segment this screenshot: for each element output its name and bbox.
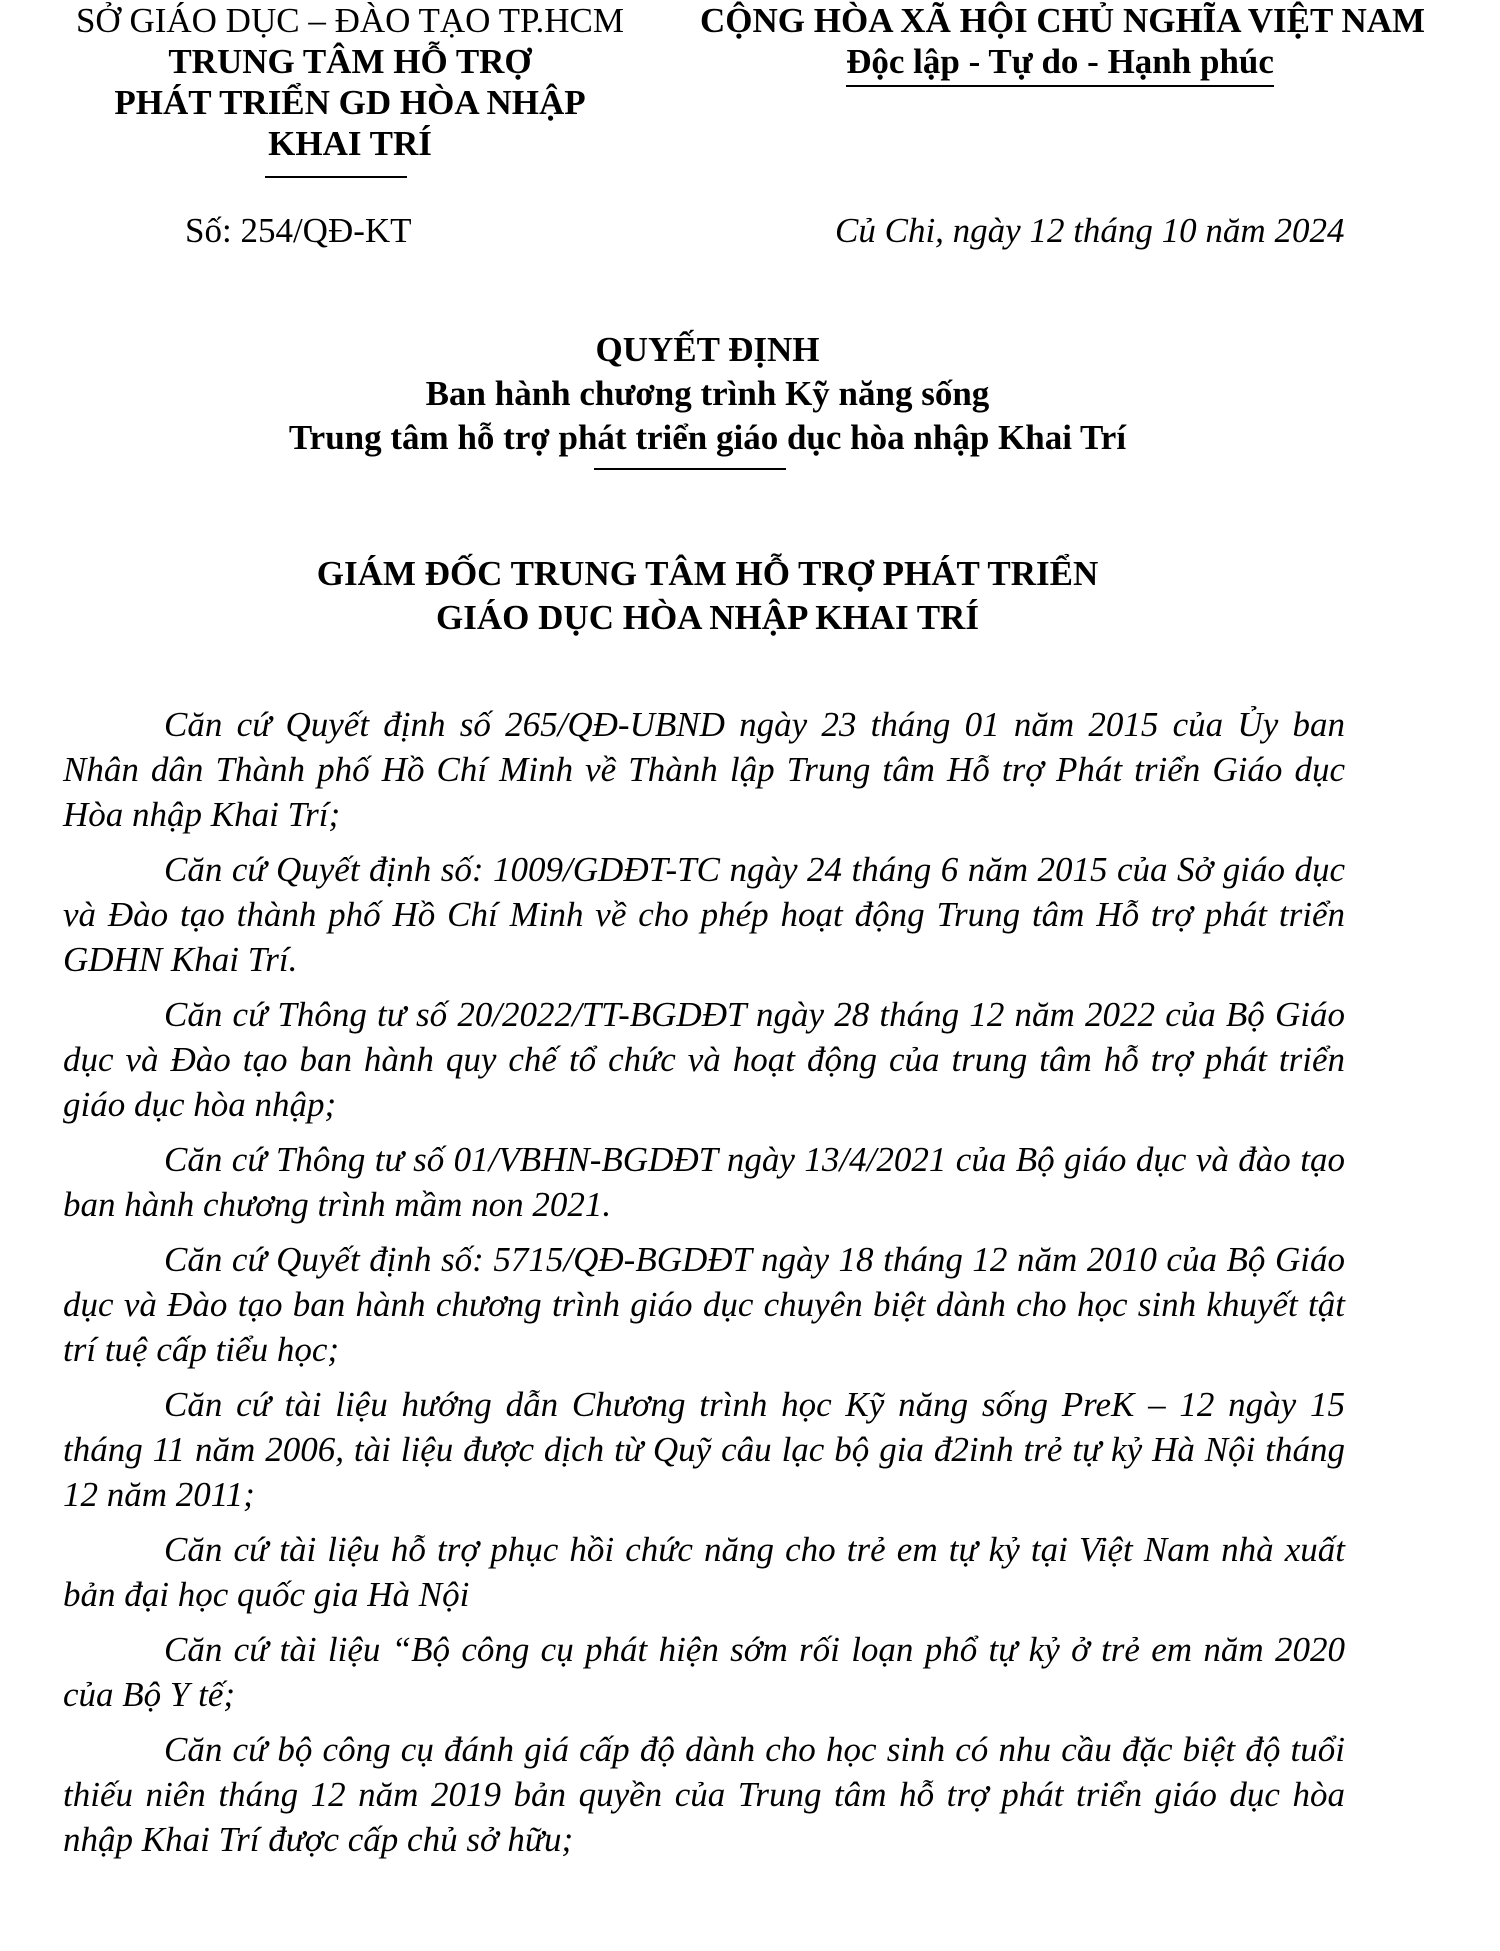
department-name: SỞ GIÁO DỤC – ĐÀO TẠO TP.HCM bbox=[75, 1, 625, 40]
place-and-date: Củ Chi, ngày 12 tháng 10 năm 2024 bbox=[835, 211, 1345, 250]
legal-basis-paragraph: Căn cứ tài liệu hỗ trợ phục hồi chức năng cho trẻ em tự kỷ tại Việt Nam nhà xuất bản đại học quốc gia Hà Nội bbox=[63, 1530, 1345, 1614]
legal-basis-paragraph: Căn cứ Quyết định số: 1009/GDĐT-TC ngày 24 tháng 6 năm 2015 của Sở giáo dục và Đào tạo thành phố Hồ Chí Minh về cho phép hoạt động Trung tâm Hỗ trợ phát triển GDHN Khai Trí. bbox=[63, 850, 1345, 979]
legal-basis-paragraph: Căn cứ bộ công cụ đánh giá cấp độ dành cho học sinh có nhu cầu đặc biệt độ tuổi thiếu niên tháng 12 năm 2019 bản quyền của Trung tâm hỗ trợ phát triển giáo dục hòa nhập Khai Trí được cấp chủ sở hữu; bbox=[63, 1730, 1345, 1859]
country-name: CỘNG HÒA XÃ HỘI CHỦ NGHĨA VIỆT NAM bbox=[700, 1, 1426, 40]
national-motto: Độc lập - Tự do - Hạnh phúc bbox=[846, 41, 1274, 87]
legal-basis-paragraph: Căn cứ tài liệu “Bộ công cụ phát hiện sớm rối loạn phổ tự kỷ ở trẻ em năm 2020 của Bộ Y tế; bbox=[63, 1630, 1345, 1714]
decision-subtitle-2: Trung tâm hỗ trợ phát triển giáo dục hòa nhập Khai Trí bbox=[288, 418, 1127, 457]
legal-basis-paragraph: Căn cứ Quyết định số 265/QĐ-UBND ngày 23 tháng 01 năm 2015 của Ủy ban Nhân dân Thành phố Hồ Chí Minh về Thành lập Trung tâm Hỗ trợ Phát triển Giáo dục Hòa nhập Khai Trí; bbox=[63, 705, 1345, 834]
national-header-block bbox=[700, 0, 1426, 87]
issuing-authority bbox=[0, 552, 1415, 640]
center-name-line-2: PHÁT TRIỂN GD HÒA NHẬP bbox=[114, 83, 586, 122]
decision-title: QUYẾT ĐỊNH bbox=[595, 330, 820, 369]
authority-line-2: GIÁO DỤC HÒA NHẬP KHAI TRÍ bbox=[436, 598, 979, 637]
title-divider bbox=[594, 468, 786, 470]
decision-title-block bbox=[0, 328, 1415, 460]
legal-basis-section bbox=[63, 702, 1345, 1872]
authority-line-1: GIÁM ĐỐC TRUNG TÂM HỖ TRỢ PHÁT TRIỂN bbox=[316, 554, 1099, 593]
legal-basis-paragraph: Căn cứ tài liệu hướng dẫn Chương trình học Kỹ năng sống PreK – 12 ngày 15 tháng 11 năm 2006, tài liệu được dịch từ Quỹ câu lạc bộ gia đ2inh trẻ tự kỷ Hà Nội tháng 12 năm 2011; bbox=[63, 1385, 1345, 1514]
center-name-line-1: TRUNG TÂM HỖ TRỢ bbox=[168, 42, 532, 81]
legal-basis-paragraph: Căn cứ Quyết định số: 5715/QĐ-BGDĐT ngày 18 tháng 12 năm 2010 của Bộ Giáo dục và Đào tạo ban hành chương trình giáo dục chuyên biệt dành cho học sinh khuyết tật trí tuệ cấp tiểu học; bbox=[63, 1240, 1345, 1369]
legal-basis-paragraph: Căn cứ Thông tư số 01/VBHN-BGDĐT ngày 13/4/2021 của Bộ giáo dục và đào tạo ban hành chương trình mầm non 2021. bbox=[63, 1140, 1345, 1224]
decision-subtitle-1: Ban hành chương trình Kỹ năng sống bbox=[425, 374, 990, 413]
legal-basis-paragraph: Căn cứ Thông tư số 20/2022/TT-BGDĐT ngày 28 tháng 12 năm 2022 của Bộ Giáo dục và Đào tạo ban hành quy chế tổ chức và hoạt động của trung tâm hỗ trợ phát triển giáo dục hòa nhập; bbox=[63, 995, 1345, 1124]
center-name-line-3: KHAI TRÍ bbox=[268, 124, 432, 163]
issuing-agency-block bbox=[60, 0, 640, 164]
agency-divider bbox=[265, 176, 407, 178]
document-number: Số: 254/QĐ-KT bbox=[185, 211, 412, 250]
